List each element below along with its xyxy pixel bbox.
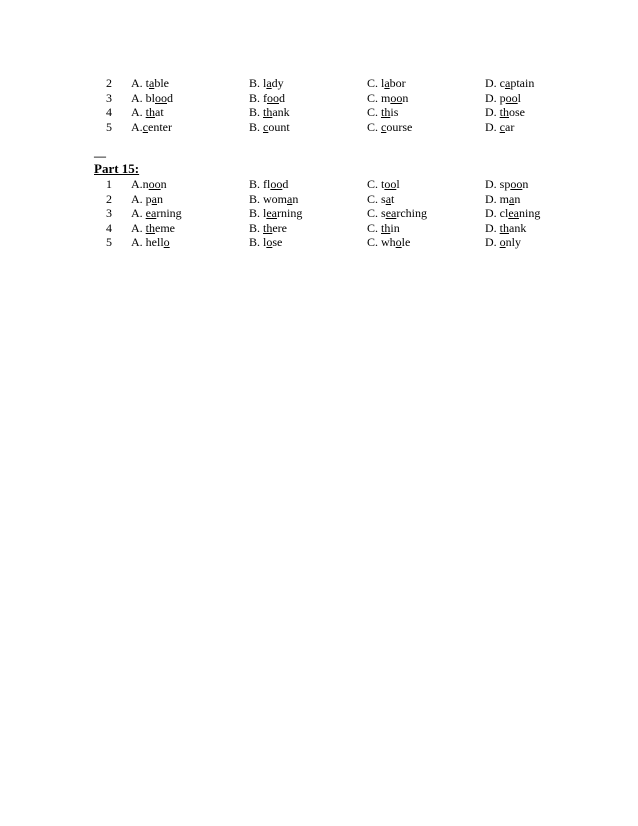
option-c: C. tool: [367, 177, 400, 191]
question-number: 1: [106, 177, 112, 191]
separator-mark: —: [94, 149, 106, 163]
option-a: A. blood: [131, 90, 173, 105]
option-c: C. thin: [367, 220, 400, 235]
option-a: A. earning: [131, 206, 182, 220]
option-d: D. pool: [485, 90, 522, 105]
option-d: D. captain: [485, 76, 535, 90]
question-number: 5: [106, 235, 112, 249]
option-d: D. those: [485, 105, 526, 119]
option-c: C. course: [367, 119, 413, 134]
option-c: C. searching: [367, 206, 427, 220]
option-d: D. car: [485, 119, 515, 134]
question-number: 2: [106, 76, 112, 90]
option-c: C. this: [367, 105, 399, 119]
option-d: D. spoon: [485, 177, 529, 191]
option-c: C. labor: [367, 76, 406, 90]
option-b: B. woman: [249, 191, 299, 206]
part-title: Part 15:: [94, 161, 140, 176]
option-d: D. man: [485, 191, 521, 206]
option-a: A. that: [131, 105, 164, 119]
option-d: D. thank: [485, 220, 527, 235]
option-b: B. learning: [249, 206, 303, 220]
option-b: B. flood: [249, 177, 289, 191]
option-a: A.noon: [131, 177, 167, 191]
question-number: 4: [106, 220, 112, 235]
question-number: 5: [106, 119, 112, 134]
question-number: 2: [106, 191, 112, 206]
option-a: A.center: [131, 119, 172, 134]
option-c: C. sat: [367, 191, 395, 206]
option-b: B. thank: [249, 105, 290, 119]
option-c: C. moon: [367, 90, 409, 105]
question-number: 3: [106, 206, 112, 220]
option-b: B. there: [249, 220, 288, 235]
option-d: D. only: [485, 235, 522, 249]
option-a: A. table: [131, 76, 169, 90]
option-b: B. count: [249, 119, 290, 134]
question-number: 3: [106, 90, 112, 105]
option-a: A. pan: [131, 191, 163, 206]
option-b: B. food: [249, 90, 285, 105]
option-c: C. whole: [367, 235, 411, 249]
option-a: A. hello: [131, 235, 170, 249]
option-b: B. lose: [249, 235, 283, 249]
option-d: D. cleaning: [485, 206, 541, 220]
option-a: A. theme: [131, 220, 176, 235]
question-number: 4: [106, 105, 112, 119]
option-b: B. lady: [249, 76, 284, 90]
